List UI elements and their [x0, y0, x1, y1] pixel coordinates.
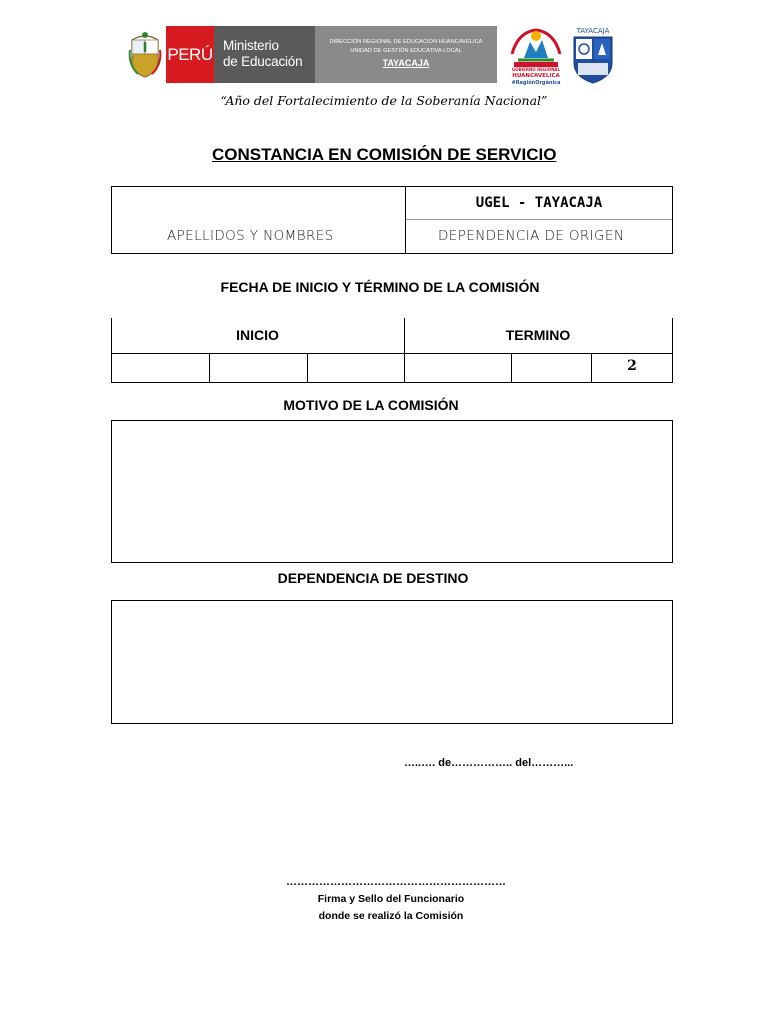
- peru-logo-text: PERÚ: [167, 44, 213, 64]
- goreh-line-1: GOBIERNO REGIONAL: [511, 67, 561, 72]
- dre-banner: [315, 26, 497, 83]
- dre-ugel-name: TAYACAJA: [382, 58, 430, 68]
- peru-logo: [166, 26, 214, 83]
- dates-table: [111, 318, 673, 383]
- document-title: CONSTANCIA EN COMISIÓN DE SERVICIO: [212, 145, 557, 164]
- start-year-cell[interactable]: [308, 354, 404, 382]
- goreh-tag: #RegiónOrgánica: [511, 80, 561, 86]
- year-motto: “Año del Fortalecimiento de la Soberanía Nacional”: [220, 93, 548, 108]
- end-day-cell[interactable]: [405, 354, 511, 382]
- goreh-line-2: HUANCAVELICA: [512, 73, 560, 79]
- start-month-cell[interactable]: [210, 354, 307, 382]
- ministerio-line-2: de Educación: [223, 54, 303, 69]
- motivo-field[interactable]: [111, 420, 673, 563]
- motivo-section-title: MOTIVO DE LA COMISIÓN: [283, 397, 459, 413]
- ministerio-logo: [214, 26, 315, 83]
- identity-box: [111, 186, 673, 254]
- origin-value[interactable]: UGEL - TAYACAJA: [475, 195, 603, 211]
- start-label: INICIO: [236, 327, 279, 343]
- origin-caption: DEPENDENCIA DE ORIGEN: [438, 228, 625, 244]
- signature-line[interactable]: ……………………………………………………: [286, 876, 506, 888]
- signature-caption-2: donde se realizó la Comisión: [318, 910, 464, 922]
- tayacaja-logo-label: TAYACAJA: [576, 27, 610, 35]
- destino-field[interactable]: [111, 600, 673, 724]
- dates-section-title: FECHA DE INICIO Y TÉRMINO DE LA COMISIÓN: [220, 279, 540, 295]
- signature-caption-1: Firma y Sello del Funcionario: [317, 893, 465, 905]
- dre-line-2: UNIDAD DE GESTIÓN EDUCATIVA LOCAL: [350, 48, 462, 54]
- destino-section-title: DEPENDENCIA DE DESTINO: [277, 570, 469, 586]
- end-month-cell[interactable]: [512, 354, 591, 382]
- end-year-cell[interactable]: 2: [627, 358, 637, 374]
- gobierno-regional-logo: [504, 22, 568, 86]
- tayacaja-logo: [570, 25, 616, 85]
- start-day-cell[interactable]: [112, 354, 209, 382]
- ministerio-line-1: Ministerio: [223, 38, 279, 53]
- peru-coat-of-arms-icon: [128, 30, 162, 80]
- place-date-line[interactable]: …..…. de…………….. del………...: [404, 757, 574, 769]
- end-label: TERMINO: [505, 327, 571, 343]
- dre-line-1: DIRECCIÓN REGIONAL DE EDUCACIÓN HUANCAVELICA: [329, 39, 483, 45]
- name-caption: APELLIDOS Y NOMBRES: [167, 228, 334, 244]
